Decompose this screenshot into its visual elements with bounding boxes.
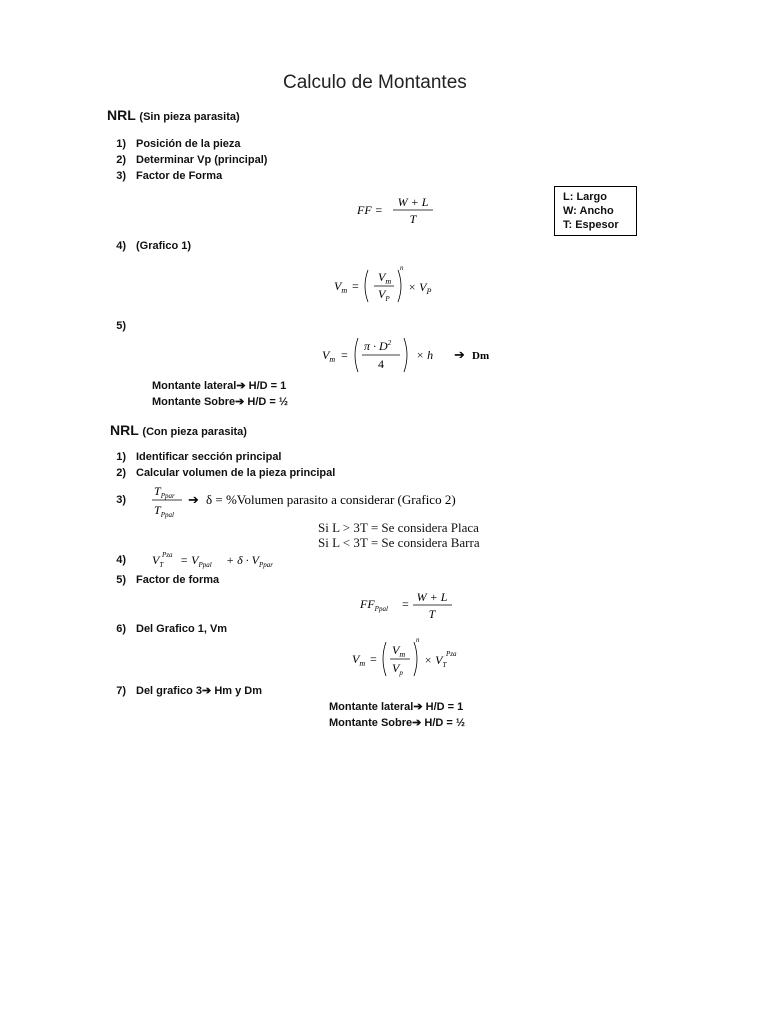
left-paren: [383, 642, 386, 676]
section2-item-3: [100, 494, 136, 506]
condition-barra: Si L < 3T = Se considera Barra: [318, 535, 480, 550]
section2-item-1: [100, 451, 282, 463]
den-subscript: Ppal: [160, 511, 174, 519]
item-number: 1): [116, 451, 126, 463]
v-subscript: m: [341, 286, 348, 295]
equals: =: [402, 597, 409, 611]
formula-ff-num: W + L: [397, 195, 429, 209]
montante-sobre-label: Montante Sobre: [329, 717, 413, 729]
page-title: Calculo de Montantes: [283, 72, 467, 93]
svg-text:Vp: [392, 661, 403, 677]
formula-ff: [355, 192, 445, 228]
v-subscript: m: [329, 355, 336, 364]
svg-text:π · D2: [364, 339, 392, 353]
legend-line: L: Largo: [563, 191, 607, 203]
rhs-symbol: × V: [424, 653, 443, 667]
svg-text:× VP: [408, 280, 431, 296]
svg-text:=: =: [341, 348, 348, 362]
svg-text:Vm: [378, 270, 391, 286]
den-value: 4: [378, 357, 384, 371]
num-symbol: T: [154, 484, 161, 498]
item-text: Factor de Forma: [136, 170, 223, 182]
item-number: 7): [116, 685, 126, 697]
lhs-symbol: FF: [360, 597, 375, 611]
section1-item-4: [100, 240, 191, 252]
section2-heading-label: NRL: [110, 422, 139, 438]
exponent: n: [416, 636, 420, 644]
v-subscript: m: [359, 659, 366, 668]
arrow-icon: ➔: [188, 492, 199, 507]
svg-text:=: =: [352, 279, 359, 293]
v-symbol: V: [352, 652, 360, 666]
left-paren: [355, 338, 358, 372]
item-text: Factor de forma: [136, 574, 220, 586]
rhs-symbol: = V: [180, 553, 199, 567]
item-number: 3): [116, 170, 126, 182]
section2-item-5: [100, 574, 219, 586]
right-paren: [404, 338, 407, 372]
v-symbol: V: [322, 348, 330, 362]
svg-text:Vm: [392, 643, 405, 659]
section2-item-4: [100, 554, 136, 566]
rhs-subscript: P: [426, 287, 432, 296]
num-subscript: Ppar: [160, 492, 175, 500]
item-number: 1): [116, 138, 126, 150]
right-paren: [414, 642, 417, 676]
item-number: 4): [116, 240, 126, 252]
formula-ff-ppal: [358, 588, 458, 624]
arrow-icon: ➔: [413, 701, 423, 713]
formula-ff-den: T: [409, 212, 417, 226]
item-text: Calcular volumen de la pieza principal: [136, 467, 336, 479]
arrow-icon: ➔: [412, 717, 422, 729]
den-expression: T: [428, 607, 436, 621]
arrow-icon: ➔: [236, 380, 246, 392]
section1-item-2: [100, 154, 267, 166]
result-label: Dm: [472, 350, 490, 362]
section2-item-2: [100, 467, 335, 479]
section2-item-7: [100, 684, 262, 697]
formula-vm-2: [320, 334, 500, 376]
section2-subheading: (Con pieza parasita): [142, 426, 247, 438]
plus-subscript: Ppar: [259, 561, 274, 569]
item-text: Del Grafico 1, Vm: [136, 623, 228, 635]
section1-item-5: [100, 320, 136, 332]
montante-lateral-value: H/D = 1: [248, 380, 287, 392]
svg-text:Vm: [334, 279, 347, 295]
montante-sobre-line-1: [152, 395, 288, 408]
item-number: 6): [116, 623, 126, 635]
num-subscript: m: [399, 650, 406, 659]
left-paren: [365, 270, 368, 302]
item3-result: δ = %Volumen parasito a considerar (Grafico 2): [206, 492, 456, 507]
montante-sobre-label: Montante Sobre: [152, 396, 236, 408]
den-subscript: p: [399, 669, 403, 677]
svg-text:= VPpal: [180, 553, 212, 569]
item-text: (Grafico 1): [136, 240, 192, 252]
montante-lateral-line-1: [152, 379, 286, 392]
den-symbol: V: [392, 661, 400, 675]
section1-subheading: (Sin pieza parasita): [139, 111, 240, 123]
num-subscript: m: [385, 277, 392, 286]
lhs-subscript: Ppal: [374, 605, 388, 613]
legend-line: T: Espesor: [563, 219, 619, 231]
svg-text:+ δ · VPpar: [226, 553, 273, 569]
num-symbol: V: [392, 643, 400, 657]
num-superscript: 2: [387, 339, 392, 347]
svg-text:Vm: [322, 348, 335, 364]
legend-line: W: Ancho: [563, 205, 614, 217]
item7-suffix: Hm y Dm: [214, 685, 262, 697]
montante-lateral-label: Montante lateral: [152, 380, 237, 392]
den-symbol: T: [154, 503, 161, 517]
svg-text:TPpal: [154, 503, 174, 519]
lhs-subscript: T: [159, 561, 164, 569]
formula-vm-3: [350, 636, 470, 682]
lhs-symbol: V: [152, 553, 160, 567]
svg-text:TPpar: [154, 484, 175, 500]
den-symbol: V: [378, 287, 386, 301]
v-symbol: V: [334, 279, 342, 293]
num-expression: π · D: [364, 339, 388, 353]
formula-item4: [150, 548, 290, 572]
den-subscript: P: [385, 295, 390, 303]
item-number: 2): [116, 467, 126, 479]
rhs-subscript: Ppal: [198, 561, 212, 569]
rhs-superscript: Pza: [446, 650, 457, 658]
montante-sobre-value: H/D = ½: [424, 717, 466, 729]
svg-text:Vm: [352, 652, 365, 668]
section1-heading-label: NRL: [107, 107, 136, 123]
svg-text:VP: [378, 287, 390, 303]
item-number: 2): [116, 154, 126, 166]
formula-vm-1: [332, 264, 442, 308]
section1-item-1: [100, 138, 241, 150]
montante-lateral-label: Montante lateral: [329, 701, 414, 713]
num-expression: W + L: [416, 590, 448, 604]
rhs-symbol: × V: [408, 280, 427, 294]
rhs-expression: × h: [416, 348, 434, 362]
legend-box: [554, 186, 637, 236]
arrow-icon: ➔: [202, 685, 212, 697]
svg-text:FFPpal: [359, 597, 388, 613]
item-number: 3): [116, 494, 126, 506]
item-number: 4): [116, 554, 126, 566]
montante-lateral-value: H/D = 1: [425, 701, 464, 713]
montante-sobre-value: H/D = ½: [247, 396, 289, 408]
lhs-superscript: Pza: [162, 551, 173, 559]
item-text: Identificar sección principal: [136, 451, 282, 463]
exponent: n: [400, 264, 404, 272]
plus-term: + δ · V: [226, 553, 260, 567]
item-number: 5): [116, 574, 126, 586]
arrow-icon: ➔: [235, 396, 245, 408]
item-number: 5): [116, 320, 126, 332]
formula-ff-lhs: FF =: [357, 203, 383, 217]
montante-lateral-line-2: [329, 700, 463, 713]
condition-placa: Si L > 3T = Se considera Placa: [318, 520, 479, 535]
section2-item-6: [100, 623, 227, 635]
item-text: Determinar Vp (principal): [136, 154, 268, 166]
montante-sobre-line-2: [329, 716, 465, 729]
svg-text:× VT: [424, 653, 447, 669]
svg-text:=: =: [370, 652, 377, 666]
item-text: Posición de la pieza: [136, 138, 241, 150]
formula-item3: [150, 482, 490, 520]
section1-item-3: [100, 170, 222, 182]
arrow-icon: ➔: [454, 347, 465, 362]
num-symbol: V: [378, 270, 386, 284]
section2-heading: [110, 422, 247, 438]
right-paren: [398, 270, 401, 302]
rhs-subscript: T: [442, 661, 447, 669]
item-text: Del grafico 3: [136, 685, 203, 697]
section1-heading: [107, 107, 240, 123]
